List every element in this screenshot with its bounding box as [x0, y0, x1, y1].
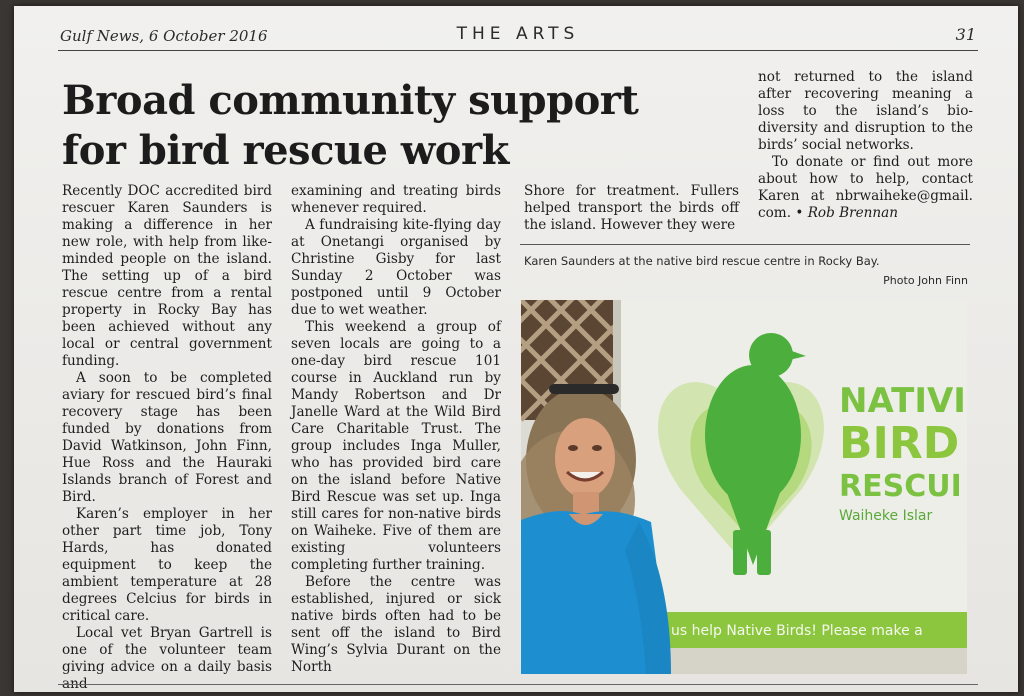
paragraph: Shore for treatment. Fullers helped transport the birds off the island. However they were — [524, 183, 739, 233]
article-headline — [62, 76, 742, 176]
paragraph: A fundraising kite-flying day at Onetangi organised by Christine Gisby for last Sunday 2 October was postponed until 9 October due to wet weather. — [291, 217, 501, 318]
paragraph: This weekend a group of seven locals are going to a one-day bird rescue 101 course in Auckland run by Mandy Robertson and Dr Janelle Ward at the Wild Bird Care Charitable Trust. The group includes Inga Muller, who has provided bird care on the island before Native Bird Rescue was set up. Inga still cares for non-native birds on Waiheke. Five of them are existing volunteers completing further training. — [291, 319, 501, 573]
sign-text-line-4: Waiheke Islar — [839, 508, 933, 524]
byline: Rob Brennan — [807, 205, 899, 221]
paragraph: Recently DOC accredited bird rescuer Karen Saunders is making a difference in her new role, with help from like-minded people on the island. The setting up of a bird rescue centre from a rental property in Rocky Bay has been achieved without any local or central government funding. — [62, 183, 272, 369]
paragraph: Local vet Bryan Gartrell is one of the volunteer team giving advice on a daily basis and — [62, 625, 272, 692]
paragraph: Before the centre was established, injured or sick native birds often had to be sent off the island to Bird Wing’s Sylvia Durant on the North — [291, 574, 501, 675]
article-column-1 — [62, 183, 272, 692]
paragraph: Karen’s employer in her other part time job, Tony Hards, has donated equipment to keep the ambient temperature at 28 degrees Celcius for birds in critical care. — [62, 506, 272, 624]
closing-text: To donate or find out more about how to help, contact Karen at nbrwaiheke@gmail. com. • — [758, 154, 973, 221]
section-title: THE ARTS — [456, 24, 580, 44]
photo-caption: Karen Saunders at the native bird rescue centre in Rocky Bay. — [524, 254, 880, 268]
paragraph — [758, 154, 973, 222]
sign-text-line-2: BIRD — [839, 418, 960, 469]
article-column-3 — [524, 183, 739, 234]
photo-illustration — [521, 300, 967, 674]
sign-text-line-1: NATIVI — [839, 381, 966, 421]
sign-text-line-3: RESCUI — [839, 469, 962, 504]
banner-text: us help Native Birds! Please make a — [671, 623, 923, 639]
article-photo — [521, 300, 967, 674]
article-column-4 — [758, 69, 973, 222]
bottom-rule — [58, 684, 978, 685]
headline-line-1: Broad community support — [62, 77, 639, 124]
paragraph: examining and treating birds whenever required. — [291, 183, 501, 216]
paragraph: not returned to the island after recovering meaning a loss to the island’s bio-diversity and disruption to the birds’ social networks. — [758, 69, 973, 153]
newspaper-clipping — [14, 6, 1018, 692]
caption-divider — [520, 244, 970, 245]
article-column-2 — [291, 183, 501, 676]
headline-line-2: for bird rescue work — [62, 127, 509, 174]
paragraph: A soon to be completed aviary for rescued bird’s final recovery stage has been funded by donations from David Watkinson, John Finn, Hue Ross and the Hauraki Islands branch of Forest and Bird. — [62, 370, 272, 505]
publication-date: Gulf News, 6 October 2016 — [60, 27, 268, 45]
photo-credit: Photo John Finn — [883, 274, 968, 287]
masthead — [58, 24, 978, 51]
page-number: 31 — [955, 25, 976, 44]
